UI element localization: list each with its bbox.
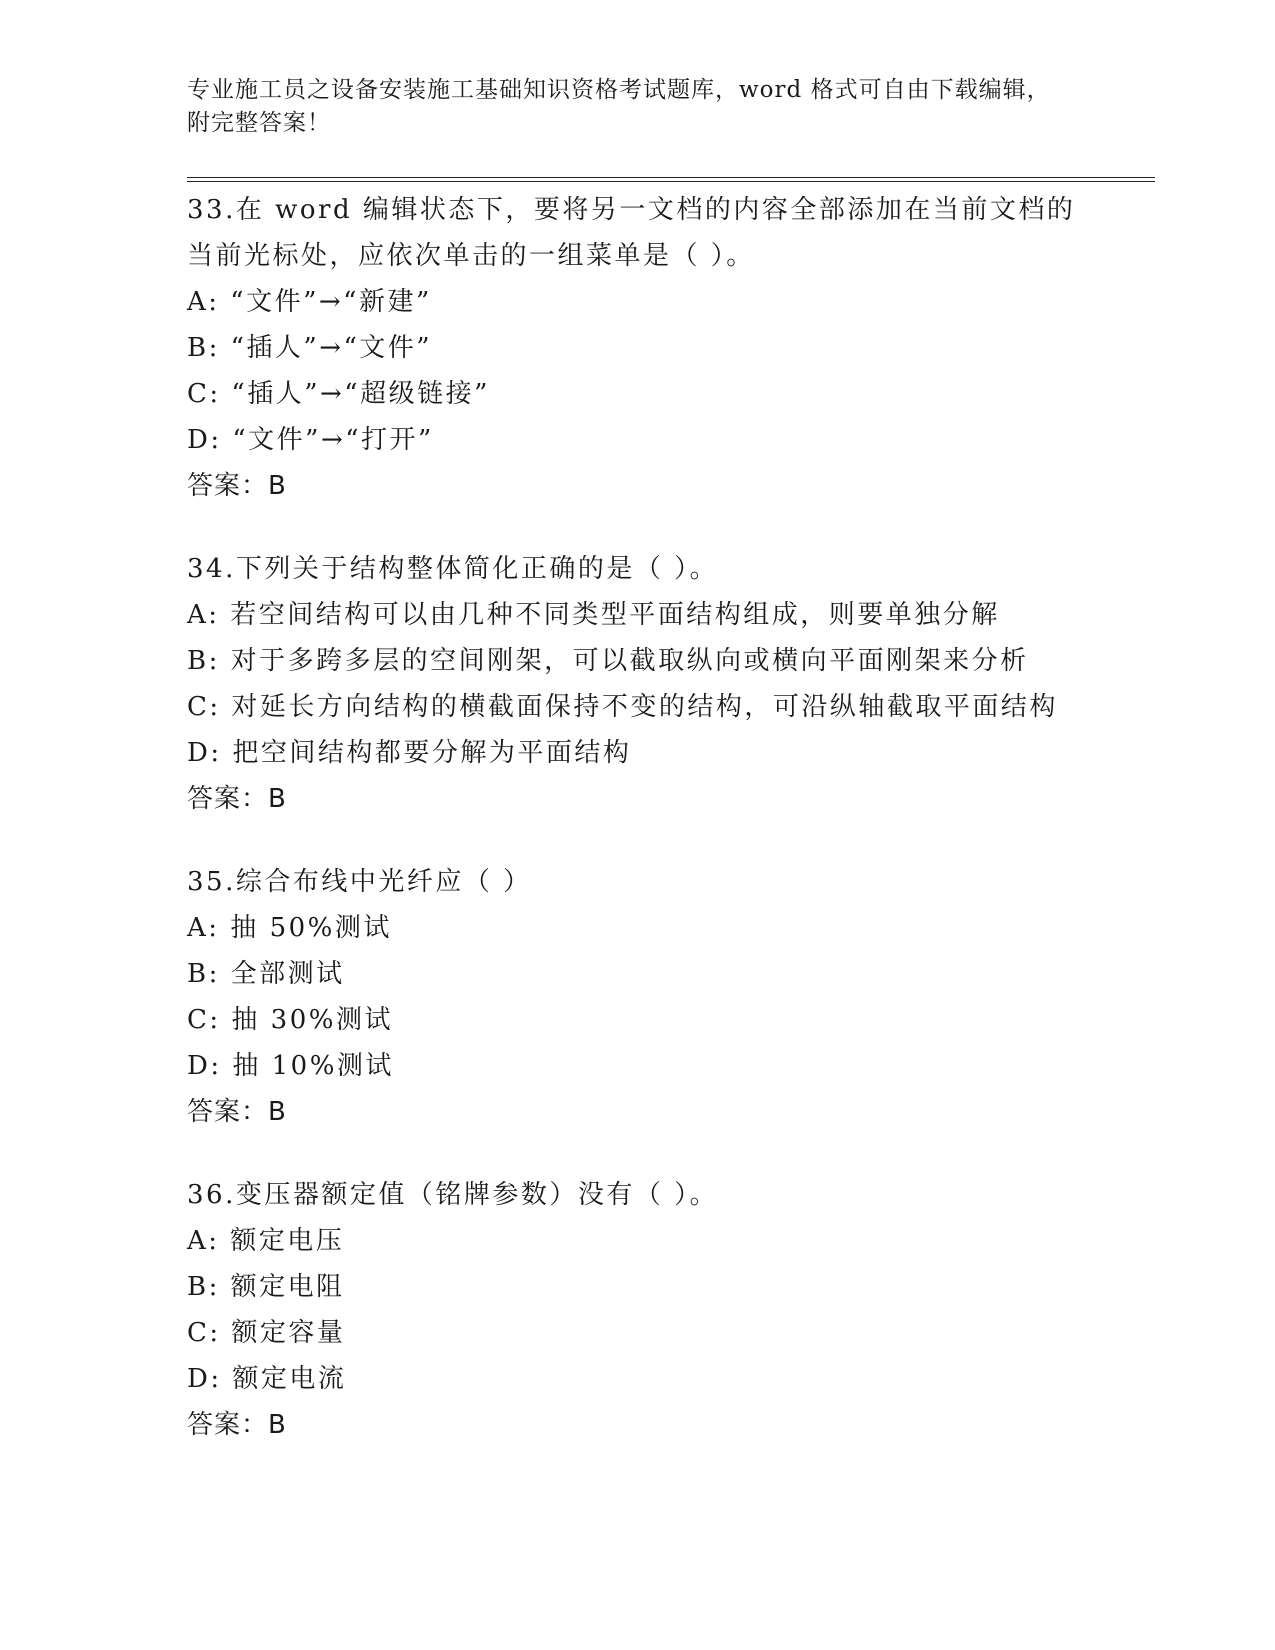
question-title: 33.在 word 编辑状态下，要将另一文档的内容全部添加在当前文档的 [187,195,1076,225]
option-d: D: “文件”→“打开” [187,425,434,455]
question-34 [187,546,1147,822]
option-b: B: 全部测试 [187,959,345,989]
answer: 答案：B [187,1410,287,1440]
header-divider [187,177,1155,182]
option-b: B: 对于多跨多层的空间刚架，可以截取纵向或横向平面刚架来分析 [187,646,1029,676]
option-d: D: 抽 10%测试 [187,1051,394,1081]
option-a: A: 额定电压 [187,1226,345,1256]
question-title: 34.下列关于结构整体简化正确的是（ ）。 [187,554,719,584]
question-title-continued: 当前光标处，应依次单击的一组菜单是（ ）。 [187,241,755,271]
option-c: C: “插人”→“超级链接” [187,379,490,409]
option-c: C: 额定容量 [187,1318,346,1348]
option-b: B: 额定电阻 [187,1272,345,1302]
question-list [187,187,1147,1485]
option-b: B: “插人”→“文件” [187,333,433,363]
answer: 答案：B [187,1097,287,1127]
question-33 [187,187,1147,509]
question-title: 36.变压器额定值（铭牌参数）没有（ ）。 [187,1180,719,1210]
option-a: A: 若空间结构可以由几种不同类型平面结构组成，则要单独分解 [187,600,1000,630]
header-line-2: 附完整答案！ [187,110,331,136]
answer: 答案：B [187,471,287,501]
header-line-1: 专业施工员之设备安装施工基础知识资格考试题库，word 格式可自由下载编辑， [187,77,1051,103]
answer: 答案：B [187,784,287,814]
question-title: 35.综合布线中光纤应（ ） [187,867,532,897]
option-d: D: 额定电流 [187,1364,347,1394]
option-a: A: “文件”→“新建” [187,287,432,317]
question-35 [187,859,1147,1135]
option-c: C: 抽 30%测试 [187,1005,393,1035]
document-header [187,74,1087,140]
option-c: C: 对延长方向结构的横截面保持不变的结构，可沿纵轴截取平面结构 [187,692,1058,722]
question-36 [187,1172,1147,1448]
option-d: D: 把空间结构都要分解为平面结构 [187,738,632,768]
option-a: A: 抽 50%测试 [187,913,392,943]
